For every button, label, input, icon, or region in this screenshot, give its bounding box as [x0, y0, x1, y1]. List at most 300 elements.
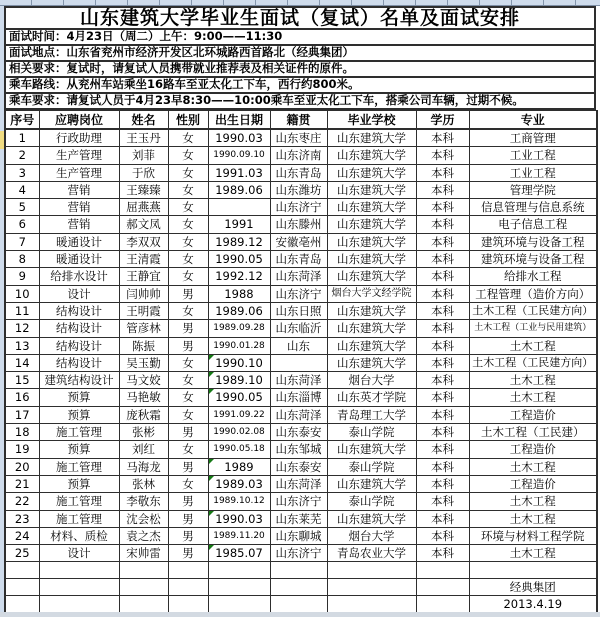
- cell-degree[interactable]: 本科: [416, 216, 469, 233]
- cell-school[interactable]: 青岛农业大学: [327, 545, 416, 562]
- cell-name[interactable]: 马海龙: [119, 458, 168, 475]
- cell-no[interactable]: 20: [5, 458, 39, 475]
- cell-school[interactable]: 山东建筑大学: [327, 337, 416, 354]
- cell-school[interactable]: 山东建筑大学: [327, 129, 416, 147]
- cell-no[interactable]: 14: [5, 354, 39, 371]
- cell-origin[interactable]: 山东菏泽: [270, 475, 327, 492]
- cell-school[interactable]: 山东建筑大学: [327, 441, 416, 458]
- cell-school[interactable]: 山东建筑大学: [327, 268, 416, 285]
- cell-no[interactable]: 6: [5, 216, 39, 233]
- cell-name[interactable]: 刘菲: [119, 147, 168, 164]
- cell-school[interactable]: 山东建筑大学: [327, 475, 416, 492]
- info-line-interview-place[interactable]: 面试地点：山东省兖州市经济开发区北环城路西首路北（经典集团）: [4, 46, 596, 62]
- table-row: [5, 181, 597, 198]
- cell-major[interactable]: 工程造价: [469, 441, 597, 458]
- cell-origin[interactable]: 山东青岛: [270, 251, 327, 268]
- cell-name[interactable]: 马文姣: [119, 372, 168, 389]
- cell-gender[interactable]: 女: [168, 164, 208, 181]
- cell-gender[interactable]: 女: [168, 441, 208, 458]
- cell-no[interactable]: 11: [5, 302, 39, 319]
- cell-position[interactable]: 预算: [39, 406, 119, 423]
- cell-empty[interactable]: [469, 562, 597, 578]
- cell-name[interactable]: 宋帅雷: [119, 545, 168, 562]
- cell-degree[interactable]: 本科: [416, 510, 469, 527]
- cell-gender[interactable]: 男: [168, 337, 208, 354]
- cell-position[interactable]: 预算: [39, 441, 119, 458]
- cell-name[interactable]: 王明霞: [119, 302, 168, 319]
- cell-origin[interactable]: 山东日照: [270, 302, 327, 319]
- cell-gender[interactable]: 女: [168, 475, 208, 492]
- cell-position[interactable]: 暖通设计: [39, 251, 119, 268]
- table-head: [5, 111, 597, 130]
- cell-no[interactable]: 22: [5, 493, 39, 510]
- table-row: [5, 545, 597, 562]
- cell-school[interactable]: 泰山学院: [327, 424, 416, 441]
- cell-name[interactable]: 闫帅帅: [119, 285, 168, 302]
- cell-gender[interactable]: 男: [168, 510, 208, 527]
- cell-empty[interactable]: [416, 578, 469, 595]
- table-row: [5, 527, 597, 544]
- cell-name[interactable]: 张彬: [119, 424, 168, 441]
- cell-gender[interactable]: 女: [168, 181, 208, 198]
- cell-school[interactable]: 泰山学院: [327, 493, 416, 510]
- info-line-bus-requirement[interactable]: 乘车要求：请复试人员于4月23早8:30——10:00乘车至亚太化工下车，搭乘公司车辆，过期不候。: [4, 94, 596, 110]
- clipped-bottom-edge: [0, 612, 600, 617]
- footer-empty-row: [5, 562, 597, 578]
- cell-name[interactable]: 李双双: [119, 233, 168, 250]
- cell-no[interactable]: 25: [5, 545, 39, 562]
- cell-degree[interactable]: 本科: [416, 147, 469, 164]
- cell-degree[interactable]: 本科: [416, 181, 469, 198]
- cell-empty[interactable]: [327, 596, 416, 614]
- cell-gender[interactable]: 女: [168, 147, 208, 164]
- cell-dob[interactable]: 1990.03: [208, 510, 270, 527]
- cell-dob[interactable]: 1990.05: [208, 251, 270, 268]
- cell-school[interactable]: 山东建筑大学: [327, 233, 416, 250]
- cell-empty[interactable]: [327, 578, 416, 595]
- cell-school[interactable]: 山东建筑大学: [327, 320, 416, 337]
- cell-gender[interactable]: 男: [168, 424, 208, 441]
- cell-name[interactable]: 王臻臻: [119, 181, 168, 198]
- cell-dob[interactable]: 1990.05.18: [208, 441, 270, 458]
- cell-gender[interactable]: 女: [168, 372, 208, 389]
- cell-school[interactable]: 山东建筑大学: [327, 216, 416, 233]
- cell-position[interactable]: 材料、质检: [39, 527, 119, 544]
- cell-no[interactable]: 12: [5, 320, 39, 337]
- cell-empty[interactable]: [270, 578, 327, 595]
- cell-empty[interactable]: [39, 596, 119, 614]
- cell-dob[interactable]: 1991.03: [208, 164, 270, 181]
- cell-name[interactable]: 于欣: [119, 164, 168, 181]
- cell-empty[interactable]: [119, 596, 168, 614]
- cell-position[interactable]: 暖通设计: [39, 233, 119, 250]
- cell-no[interactable]: 21: [5, 475, 39, 492]
- cell-name[interactable]: 张林: [119, 475, 168, 492]
- cell-dob[interactable]: [208, 199, 270, 216]
- cell-gender[interactable]: 男: [168, 527, 208, 544]
- cell-gender[interactable]: 女: [168, 233, 208, 250]
- column-header-degree[interactable]: 学历: [416, 111, 469, 130]
- cell-position[interactable]: 给排水设计: [39, 268, 119, 285]
- cell-position[interactable]: 施工管理: [39, 510, 119, 527]
- table-row: [5, 164, 597, 181]
- cell-gender[interactable]: 男: [168, 458, 208, 475]
- cell-no[interactable]: 18: [5, 424, 39, 441]
- cell-no[interactable]: 24: [5, 527, 39, 544]
- cell-position[interactable]: 行政助理: [39, 129, 119, 147]
- cell-position[interactable]: 施工管理: [39, 493, 119, 510]
- cell-empty[interactable]: [5, 596, 39, 614]
- cell-dob[interactable]: 1992.12: [208, 268, 270, 285]
- cell-degree[interactable]: 本科: [416, 389, 469, 406]
- cell-origin[interactable]: [270, 354, 327, 371]
- cell-degree[interactable]: 本科: [416, 337, 469, 354]
- table-row: [5, 320, 597, 337]
- cell-gender[interactable]: 女: [168, 199, 208, 216]
- cell-major[interactable]: 信息管理与信息系统: [469, 199, 597, 216]
- cell-empty[interactable]: [270, 562, 327, 578]
- cell-name[interactable]: 屈燕燕: [119, 199, 168, 216]
- cell-origin[interactable]: 山东青岛: [270, 164, 327, 181]
- cell-major[interactable]: 电子信息工程: [469, 216, 597, 233]
- cell-origin[interactable]: 山东菏泽: [270, 406, 327, 423]
- cell-name[interactable]: 郝文凤: [119, 216, 168, 233]
- column-header-origin[interactable]: 籍贯: [270, 111, 327, 130]
- info-line-requirements[interactable]: 相关要求：复试时，请复试人员携带就业推荐表及相关证件的原件。: [4, 62, 596, 78]
- cell-major[interactable]: 土木工程（工民建方向）: [469, 302, 597, 319]
- cell-position[interactable]: 施工管理: [39, 458, 119, 475]
- cell-origin[interactable]: 山东济宁: [270, 285, 327, 302]
- cell-degree[interactable]: 本科: [416, 493, 469, 510]
- table-row: [5, 268, 597, 285]
- column-header-gender[interactable]: 性别: [168, 111, 208, 130]
- table-row: [5, 251, 597, 268]
- cell-dob[interactable]: 1990.03: [208, 129, 270, 147]
- cell-position[interactable]: 设计: [39, 545, 119, 562]
- cell-gender[interactable]: 男: [168, 285, 208, 302]
- page-title[interactable]: 山东建筑大学毕业生面试（复试）名单及面试安排: [4, 6, 596, 30]
- cell-no[interactable]: 13: [5, 337, 39, 354]
- column-header-dob[interactable]: 出生日期: [208, 111, 270, 130]
- footer-date-row: [5, 596, 597, 614]
- table-row: [5, 424, 597, 441]
- cell-degree[interactable]: 本科: [416, 424, 469, 441]
- cell-origin[interactable]: 山东莱芜: [270, 510, 327, 527]
- table-row: [5, 216, 597, 233]
- cell-empty[interactable]: [327, 562, 416, 578]
- cell-empty[interactable]: [168, 562, 208, 578]
- cell-degree[interactable]: 本科: [416, 441, 469, 458]
- cell-school[interactable]: 烟台大学: [327, 372, 416, 389]
- cell-empty[interactable]: [5, 578, 39, 595]
- cell-major[interactable]: 土木工程: [469, 389, 597, 406]
- cell-gender[interactable]: 女: [168, 129, 208, 147]
- cell-name[interactable]: 袁之杰: [119, 527, 168, 544]
- cell-degree[interactable]: 本科: [416, 164, 469, 181]
- cell-origin[interactable]: 山东济南: [270, 147, 327, 164]
- cell-school[interactable]: 烟台大学文经学院: [327, 285, 416, 302]
- cell-origin[interactable]: 山东滕州: [270, 216, 327, 233]
- table-row: [5, 389, 597, 406]
- cell-name[interactable]: 沈会松: [119, 510, 168, 527]
- cell-dob[interactable]: 1989.12: [208, 233, 270, 250]
- cell-position[interactable]: 预算: [39, 475, 119, 492]
- cell-position[interactable]: 营销: [39, 181, 119, 198]
- cell-dob[interactable]: 1989.06: [208, 302, 270, 319]
- cell-origin[interactable]: 山东枣庄: [270, 129, 327, 147]
- table-row: [5, 406, 597, 423]
- cell-degree[interactable]: 本科: [416, 475, 469, 492]
- cell-dob[interactable]: 1990.05: [208, 389, 270, 406]
- table-row: [5, 199, 597, 216]
- footer-signature-cell[interactable]: 经典集团: [469, 578, 597, 595]
- cell-origin[interactable]: 山东潍坊: [270, 181, 327, 198]
- cell-origin[interactable]: 山东聊城: [270, 527, 327, 544]
- cell-origin[interactable]: 山东邹城: [270, 441, 327, 458]
- cell-no[interactable]: 7: [5, 233, 39, 250]
- header-row: [5, 111, 597, 130]
- cell-no[interactable]: 17: [5, 406, 39, 423]
- cell-gender[interactable]: 女: [168, 302, 208, 319]
- cell-position[interactable]: 结构设计: [39, 337, 119, 354]
- cell-no[interactable]: 23: [5, 510, 39, 527]
- cell-major[interactable]: 建筑环境与设备工程: [469, 251, 597, 268]
- cell-origin[interactable]: 安徽亳州: [270, 233, 327, 250]
- cell-gender[interactable]: 女: [168, 354, 208, 371]
- table-row: [5, 147, 597, 164]
- cell-gender[interactable]: 女: [168, 389, 208, 406]
- cell-dob[interactable]: 1989.09.28: [208, 320, 270, 337]
- cell-empty[interactable]: [416, 562, 469, 578]
- cell-degree[interactable]: 本科: [416, 302, 469, 319]
- cell-degree[interactable]: 本科: [416, 285, 469, 302]
- cell-gender[interactable]: 男: [168, 545, 208, 562]
- table-row: [5, 337, 597, 354]
- cell-major[interactable]: 建筑环境与设备工程: [469, 233, 597, 250]
- cell-name[interactable]: 王清霞: [119, 251, 168, 268]
- cell-no[interactable]: 19: [5, 441, 39, 458]
- cell-position[interactable]: 结构设计: [39, 302, 119, 319]
- cell-gender[interactable]: 女: [168, 251, 208, 268]
- cell-no[interactable]: 10: [5, 285, 39, 302]
- cell-empty[interactable]: [39, 562, 119, 578]
- cell-school[interactable]: 山东建筑大学: [327, 164, 416, 181]
- cell-dob[interactable]: 1989.10: [208, 372, 270, 389]
- cell-degree[interactable]: 本科: [416, 406, 469, 423]
- cell-school[interactable]: 山东建筑大学: [327, 181, 416, 198]
- cell-no[interactable]: 5: [5, 199, 39, 216]
- cell-major[interactable]: 土木工程: [469, 372, 597, 389]
- cell-major[interactable]: 土木工程（工业与民用建筑）: [469, 320, 597, 337]
- footer-date-cell[interactable]: 2013.4.19: [469, 596, 597, 614]
- cell-name[interactable]: 吴玉勤: [119, 354, 168, 371]
- table-row: [5, 458, 597, 475]
- cell-position[interactable]: 设计: [39, 285, 119, 302]
- cell-major[interactable]: 工程管理（造价方向）: [469, 285, 597, 302]
- cell-school[interactable]: 烟台大学: [327, 527, 416, 544]
- cell-empty[interactable]: [168, 596, 208, 614]
- cell-dob[interactable]: 1989.03: [208, 475, 270, 492]
- info-line-interview-time[interactable]: 面试时间：4月23日（周二）上午：9:00——11:30: [4, 30, 596, 46]
- cell-major[interactable]: 管理学院: [469, 181, 597, 198]
- cell-empty[interactable]: [208, 562, 270, 578]
- cell-position[interactable]: 生产管理: [39, 147, 119, 164]
- cell-degree[interactable]: 本科: [416, 354, 469, 371]
- cell-empty[interactable]: [119, 562, 168, 578]
- cell-empty[interactable]: [416, 596, 469, 614]
- cell-dob[interactable]: 1991.09.22: [208, 406, 270, 423]
- cell-major[interactable]: 土木工程（工民建）: [469, 424, 597, 441]
- cell-name[interactable]: 管彦林: [119, 320, 168, 337]
- cell-no[interactable]: 4: [5, 181, 39, 198]
- cell-name[interactable]: 王静宜: [119, 268, 168, 285]
- table-row: [5, 441, 597, 458]
- table-row: [5, 510, 597, 527]
- table-row: [5, 354, 597, 371]
- cell-name[interactable]: 李敬东: [119, 493, 168, 510]
- cell-position[interactable]: 施工管理: [39, 424, 119, 441]
- cell-gender[interactable]: 女: [168, 406, 208, 423]
- cell-origin[interactable]: 山东菏泽: [270, 372, 327, 389]
- cell-no[interactable]: 16: [5, 389, 39, 406]
- column-header-no[interactable]: 序号: [5, 111, 39, 130]
- cell-empty[interactable]: [208, 596, 270, 614]
- interview-table: [4, 110, 598, 614]
- cell-origin[interactable]: 山东泰安: [270, 458, 327, 475]
- cell-position[interactable]: 结构设计: [39, 354, 119, 371]
- cell-no[interactable]: 1: [5, 129, 39, 147]
- cell-degree[interactable]: 本科: [416, 251, 469, 268]
- cell-major[interactable]: 土木工程: [469, 545, 597, 562]
- cell-dob[interactable]: 1990.02.08: [208, 424, 270, 441]
- table-row: [5, 302, 597, 319]
- cell-name[interactable]: 庞秋霜: [119, 406, 168, 423]
- cell-origin[interactable]: 山东临沂: [270, 320, 327, 337]
- cell-major[interactable]: 土木工程: [469, 458, 597, 475]
- cell-school[interactable]: 山东建筑大学: [327, 147, 416, 164]
- cell-major[interactable]: 给排水工程: [469, 268, 597, 285]
- cell-no[interactable]: 2: [5, 147, 39, 164]
- column-header-name[interactable]: 姓名: [119, 111, 168, 130]
- cell-major[interactable]: 工程造价: [469, 406, 597, 423]
- cell-dob[interactable]: 1985.07: [208, 545, 270, 562]
- cell-position[interactable]: 结构设计: [39, 320, 119, 337]
- cell-position[interactable]: 生产管理: [39, 164, 119, 181]
- cell-major[interactable]: 土木工程: [469, 337, 597, 354]
- cell-dob[interactable]: 1989.11.20: [208, 527, 270, 544]
- cell-gender[interactable]: 男: [168, 493, 208, 510]
- cell-no[interactable]: 3: [5, 164, 39, 181]
- cell-major[interactable]: 工程造价: [469, 475, 597, 492]
- cell-dob[interactable]: 1991: [208, 216, 270, 233]
- cell-degree[interactable]: 本科: [416, 129, 469, 147]
- table-row: [5, 129, 597, 147]
- cell-origin[interactable]: 山东泰安: [270, 424, 327, 441]
- cell-origin[interactable]: 山东: [270, 337, 327, 354]
- table-row: [5, 475, 597, 492]
- cell-school[interactable]: 泰山学院: [327, 458, 416, 475]
- cell-school[interactable]: 山东建筑大学: [327, 302, 416, 319]
- cell-empty[interactable]: [39, 578, 119, 595]
- column-header-major[interactable]: 专业: [469, 111, 597, 130]
- cell-dob[interactable]: 1989: [208, 458, 270, 475]
- cell-major[interactable]: 环境与材料工程学院: [469, 527, 597, 544]
- cell-degree[interactable]: 本科: [416, 268, 469, 285]
- cell-empty[interactable]: [168, 578, 208, 595]
- cell-position[interactable]: 预算: [39, 389, 119, 406]
- cell-empty[interactable]: [5, 562, 39, 578]
- cell-position[interactable]: 营销: [39, 199, 119, 216]
- cell-dob[interactable]: 1990.10: [208, 354, 270, 371]
- column-header-school[interactable]: 毕业学校: [327, 111, 416, 130]
- cell-school[interactable]: 山东建筑大学: [327, 354, 416, 371]
- cell-major[interactable]: 工业工程: [469, 164, 597, 181]
- cell-origin[interactable]: 山东菏泽: [270, 268, 327, 285]
- cell-major[interactable]: 土木工程（工民建方向）: [469, 354, 597, 371]
- cell-degree[interactable]: 本科: [416, 320, 469, 337]
- table-row: [5, 493, 597, 510]
- cell-degree[interactable]: 本科: [416, 458, 469, 475]
- cell-origin[interactable]: 山东济宁: [270, 199, 327, 216]
- cell-empty[interactable]: [208, 578, 270, 595]
- cell-origin[interactable]: 山东济宁: [270, 545, 327, 562]
- table-body: [5, 129, 597, 613]
- cell-dob[interactable]: 1988: [208, 285, 270, 302]
- cell-no[interactable]: 9: [5, 268, 39, 285]
- cell-degree[interactable]: 本科: [416, 233, 469, 250]
- footer-signature-row: [5, 578, 597, 595]
- cell-school[interactable]: 山东英才学院: [327, 389, 416, 406]
- cell-major[interactable]: 土木工程: [469, 493, 597, 510]
- table-row: [5, 285, 597, 302]
- cell-degree[interactable]: 本科: [416, 527, 469, 544]
- table-row: [5, 233, 597, 250]
- table-row: [5, 372, 597, 389]
- cell-school[interactable]: 青岛理工大学: [327, 406, 416, 423]
- cell-name[interactable]: 马艳敏: [119, 389, 168, 406]
- cell-name[interactable]: 王玉丹: [119, 129, 168, 147]
- cell-dob[interactable]: 1990.01.28: [208, 337, 270, 354]
- cell-major[interactable]: 工商管理: [469, 129, 597, 147]
- cell-position[interactable]: 建筑结构设计: [39, 372, 119, 389]
- cell-degree[interactable]: 本科: [416, 372, 469, 389]
- column-header-position[interactable]: 应聘岗位: [39, 111, 119, 130]
- cell-dob[interactable]: 1990.09.10: [208, 147, 270, 164]
- cell-school[interactable]: 山东建筑大学: [327, 199, 416, 216]
- cell-gender[interactable]: 男: [168, 320, 208, 337]
- cell-empty[interactable]: [119, 578, 168, 595]
- cell-degree[interactable]: 本科: [416, 199, 469, 216]
- cell-origin[interactable]: 山东济宁: [270, 493, 327, 510]
- cell-origin[interactable]: 山东淄博: [270, 389, 327, 406]
- cell-gender[interactable]: 女: [168, 268, 208, 285]
- cell-dob[interactable]: 1989.06: [208, 181, 270, 198]
- cell-gender[interactable]: 女: [168, 216, 208, 233]
- cell-name[interactable]: 刘红: [119, 441, 168, 458]
- cell-degree[interactable]: 本科: [416, 545, 469, 562]
- cell-no[interactable]: 15: [5, 372, 39, 389]
- cell-school[interactable]: 山东建筑大学: [327, 251, 416, 268]
- cell-name[interactable]: 陈振: [119, 337, 168, 354]
- cell-no[interactable]: 8: [5, 251, 39, 268]
- cell-dob[interactable]: 1989.10.12: [208, 493, 270, 510]
- cell-empty[interactable]: [270, 596, 327, 614]
- cell-major[interactable]: 工业工程: [469, 147, 597, 164]
- cell-school[interactable]: 山东建筑大学: [327, 510, 416, 527]
- cell-major[interactable]: 土木工程: [469, 510, 597, 527]
- cell-position[interactable]: 营销: [39, 216, 119, 233]
- info-line-bus-route[interactable]: 乘车路线：从兖州车站乘坐16路车至亚太化工下车，西行约800米。: [4, 78, 596, 94]
